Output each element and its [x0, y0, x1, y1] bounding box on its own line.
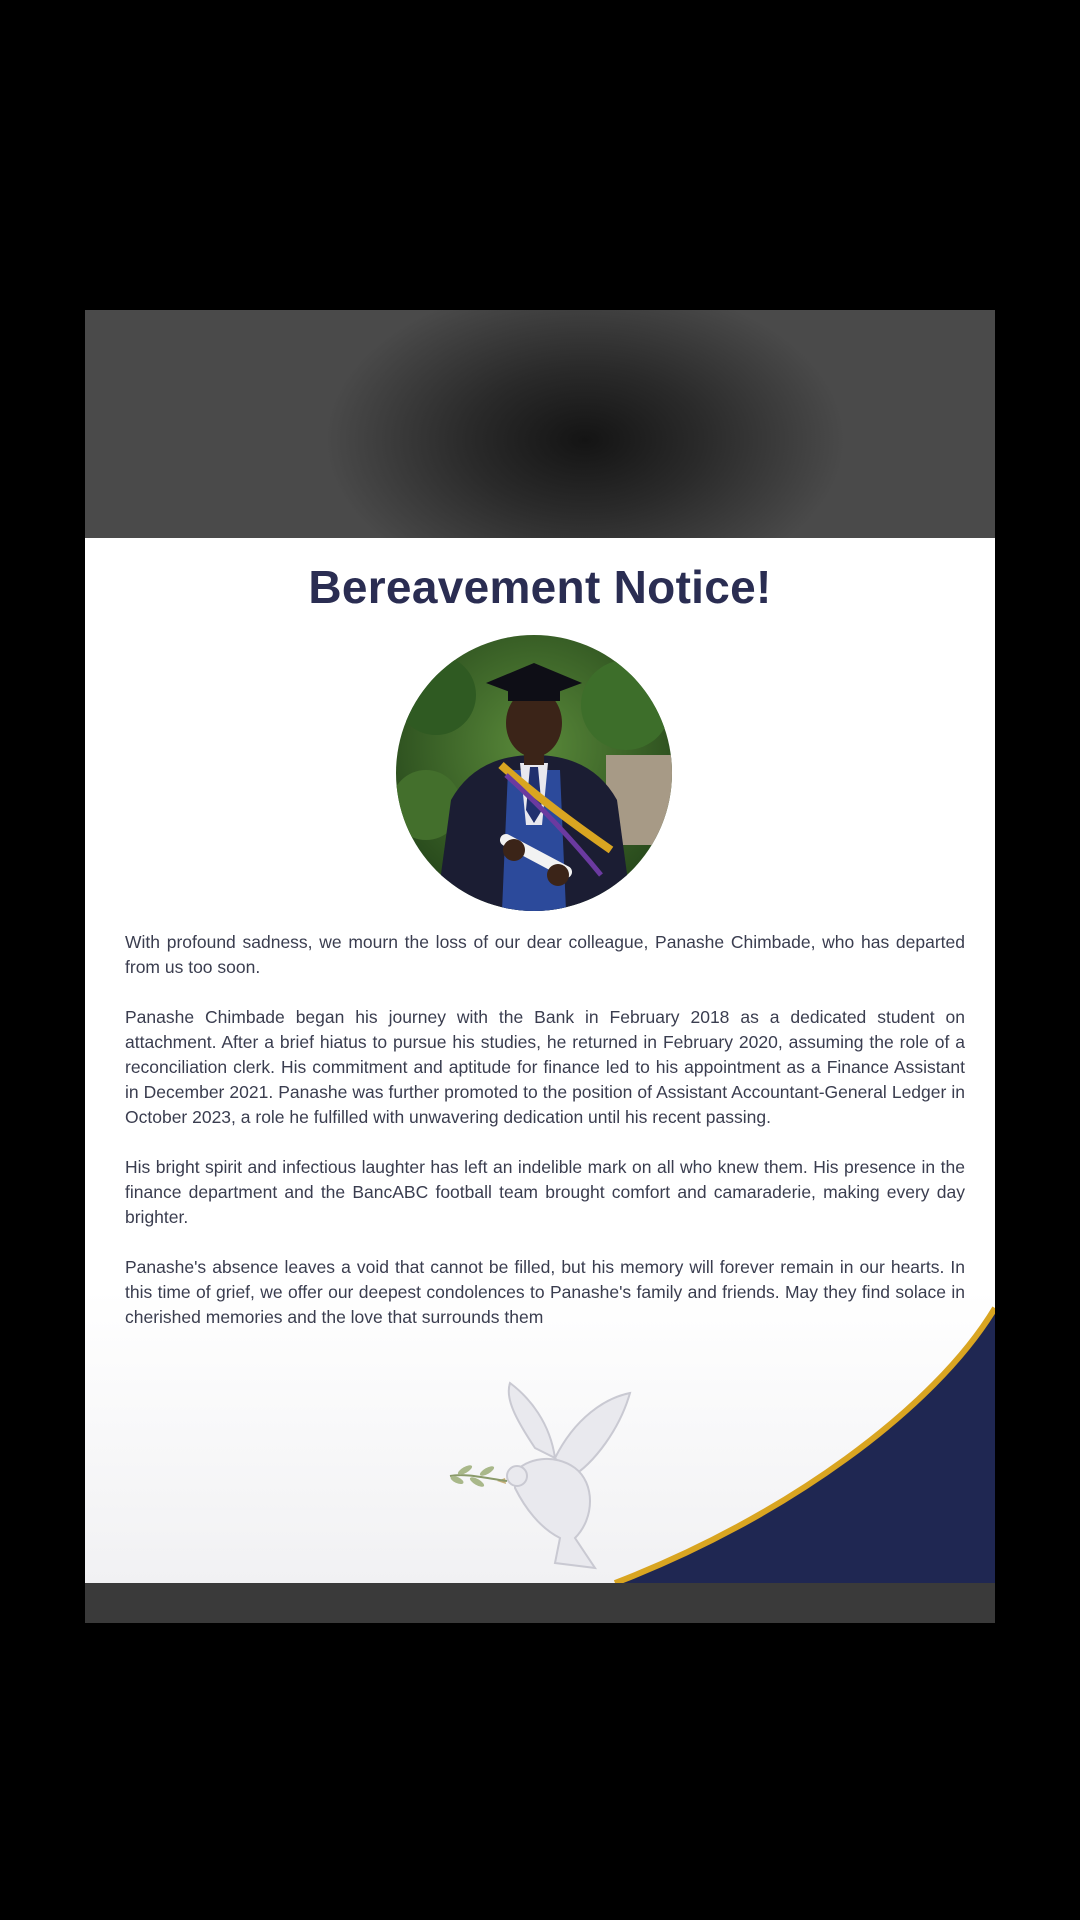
- paragraph-career: Panashe Chimbade began his journey with the Bank in February 2018 as a dedicated student on attachment. After a brief hiatus to pursue his studies, he returned in February 2020, assuming the role of a reconciliation clerk. His commitment and aptitude for finance led to his appointment as a Finance Assistant in December 2021. Panashe was further promoted to the position of Assistant Accountant-General Ledger in October 2023, a role he fulfilled with unwavering dedication until his recent passing.: [125, 1007, 965, 1127]
- notice-title: Bereavement Notice!: [308, 561, 772, 613]
- bottom-strip: [85, 1583, 995, 1623]
- paragraph-intro: With profound sadness, we mourn the loss of our dear colleague, Panashe Chimbade, who has departed from us too soon.: [125, 932, 965, 977]
- bereavement-notice-card: [85, 538, 995, 1583]
- dove-icon: [445, 1378, 645, 1578]
- blurred-header-image: [85, 310, 995, 538]
- portrait-photo: [396, 635, 672, 911]
- paragraph-condolences: Panashe's absence leaves a void that cannot be filled, but his memory will forever remain in our hearts. In this time of grief, we offer our deepest condolences to Panashe's family and friends. May they find solace in cherished memories and the love that surrounds them: [125, 1257, 965, 1327]
- notice-body: [125, 930, 965, 1355]
- paragraph-spirit: His bright spirit and infectious laughter has left an indelible mark on all who knew them. His presence in the finance department and the BancABC football team brought comfort and camaraderie, making every day brighter.: [125, 1157, 965, 1227]
